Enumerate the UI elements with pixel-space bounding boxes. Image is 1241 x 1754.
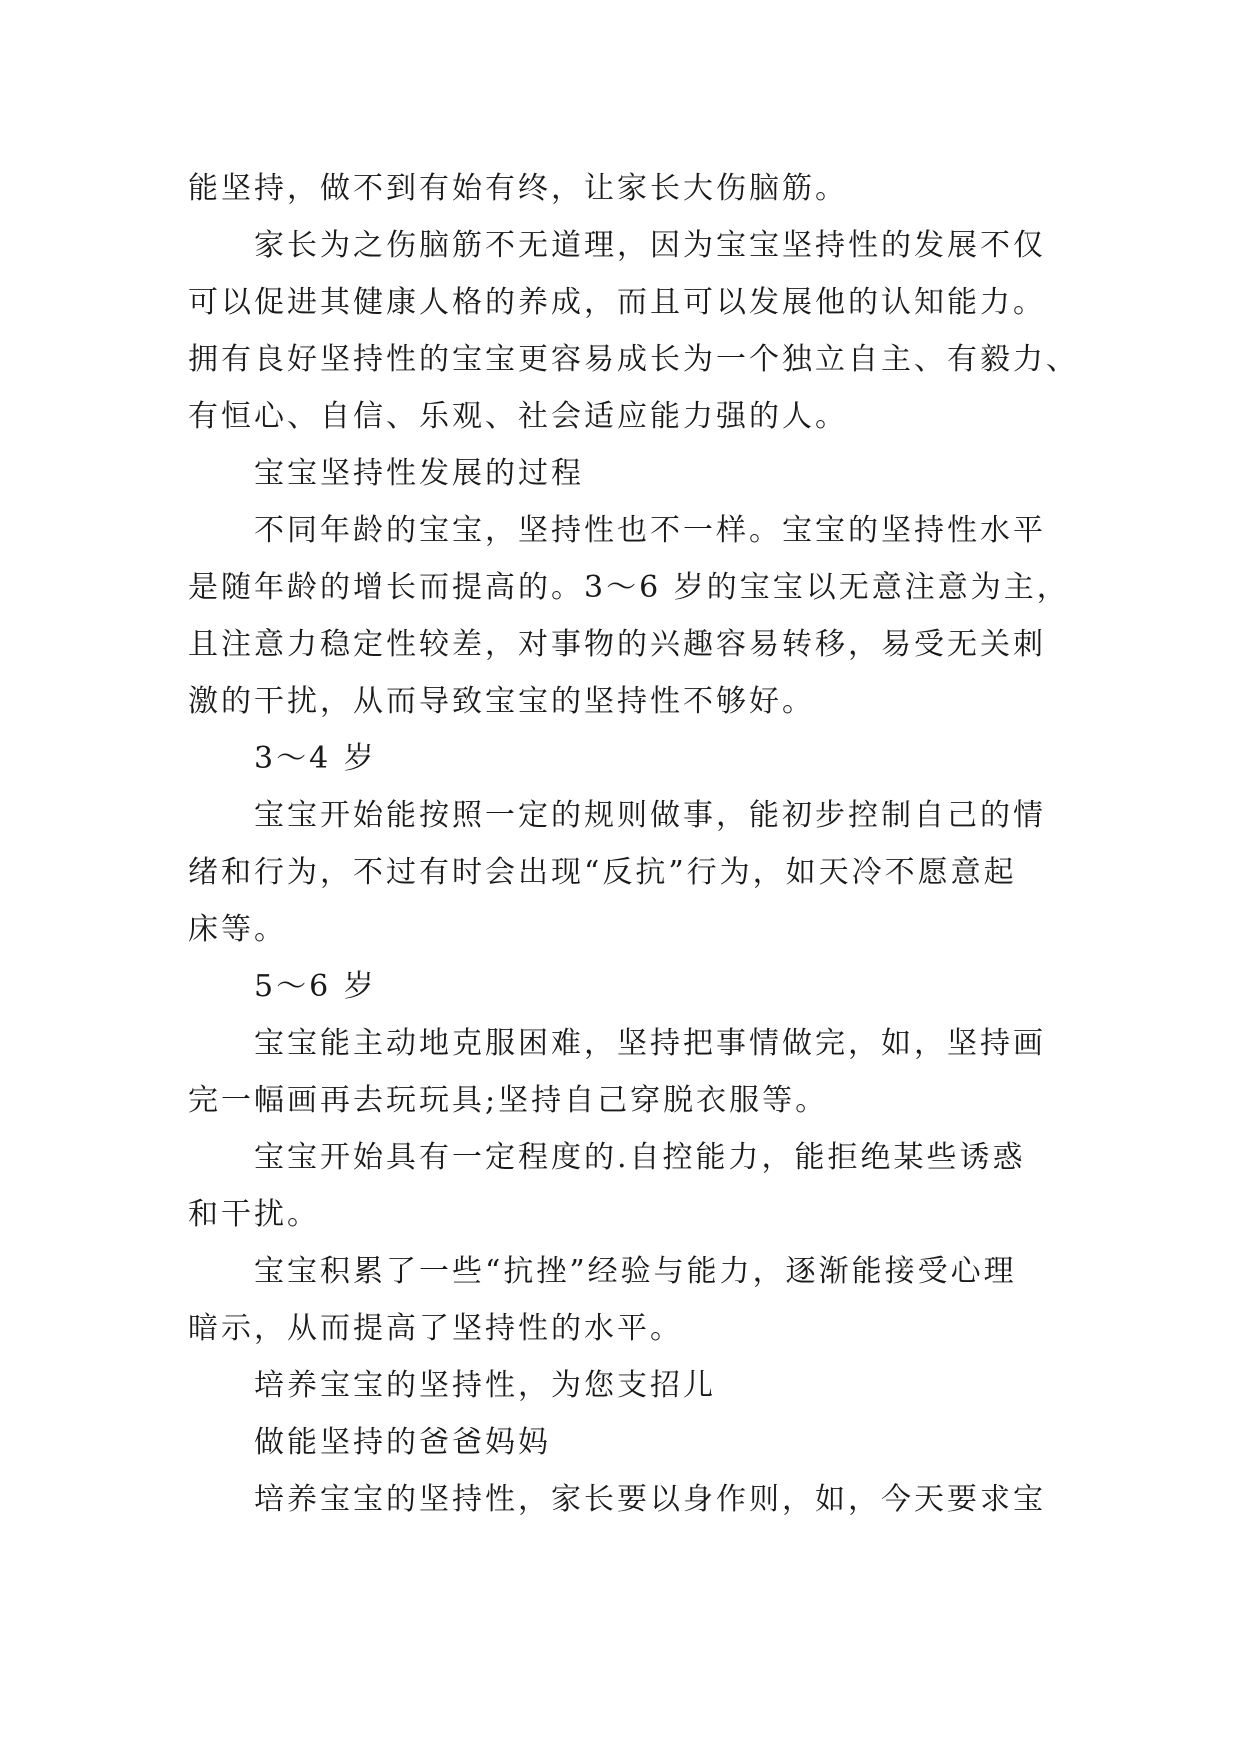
sub-heading: 做能坚持的爸爸妈妈 [254, 1425, 551, 1460]
text-line: 宝宝开始具有一定程度的.自控能力，能拒绝某些诱惑 [254, 1140, 1026, 1175]
text-line: 有恒心、自信、乐观、社会适应能力强的人。 [188, 399, 848, 434]
text-line: 床等。 [188, 912, 287, 947]
text-line: 和干扰。 [188, 1197, 320, 1232]
section-heading: 培养宝宝的坚持性，为您支招儿 [254, 1368, 716, 1403]
text-line: 宝宝能主动地克服困难，坚持把事情做完，如，坚持画 [254, 1026, 1046, 1061]
text-line: 激的干扰，从而导致宝宝的坚持性不够好。 [188, 684, 815, 719]
text-line: 家长为之伤脑筋不无道理，因为宝宝坚持性的发展不仅 [254, 228, 1046, 263]
text-line: 能坚持，做不到有始有终，让家长大伤脑筋。 [188, 171, 848, 206]
text-line: 培养宝宝的坚持性，家长要以身作则，如，今天要求宝 [254, 1482, 1046, 1517]
section-heading: 宝宝坚持性发展的过程 [254, 456, 584, 491]
body-text [188, 160, 1079, 1528]
text-line: 完一幅画再去玩玩具;坚持自己穿脱衣服等。 [188, 1083, 829, 1118]
text-line: 宝宝开始能按照一定的规则做事，能初步控制自己的情 [254, 798, 1046, 833]
text-line: 不同年龄的宝宝，坚持性也不一样。宝宝的坚持性水平 [254, 513, 1046, 548]
text-line: 拥有良好坚持性的宝宝更容易成长为一个独立自主、有毅力、 [188, 342, 1079, 377]
text-line: 且注意力稳定性较差，对事物的兴趣容易转移，易受无关刺 [188, 627, 1046, 662]
text-line: 宝宝积累了一些“抗挫”经验与能力，逐渐能接受心理 [254, 1254, 1017, 1289]
text-line: 暗示，从而提高了坚持性的水平。 [188, 1311, 683, 1346]
text-line: 可以促进其健康人格的养成，而且可以发展他的认知能力。 [188, 285, 1046, 320]
age-heading: 3～4 岁 [254, 741, 377, 776]
age-heading: 5～6 岁 [254, 969, 377, 1004]
text-line: 绪和行为，不过有时会出现“反抗”行为，如天冷不愿意起 [188, 855, 1017, 890]
text-line: 是随年龄的增长而提高的。3～6 岁的宝宝以无意注意为主， [188, 570, 1070, 605]
